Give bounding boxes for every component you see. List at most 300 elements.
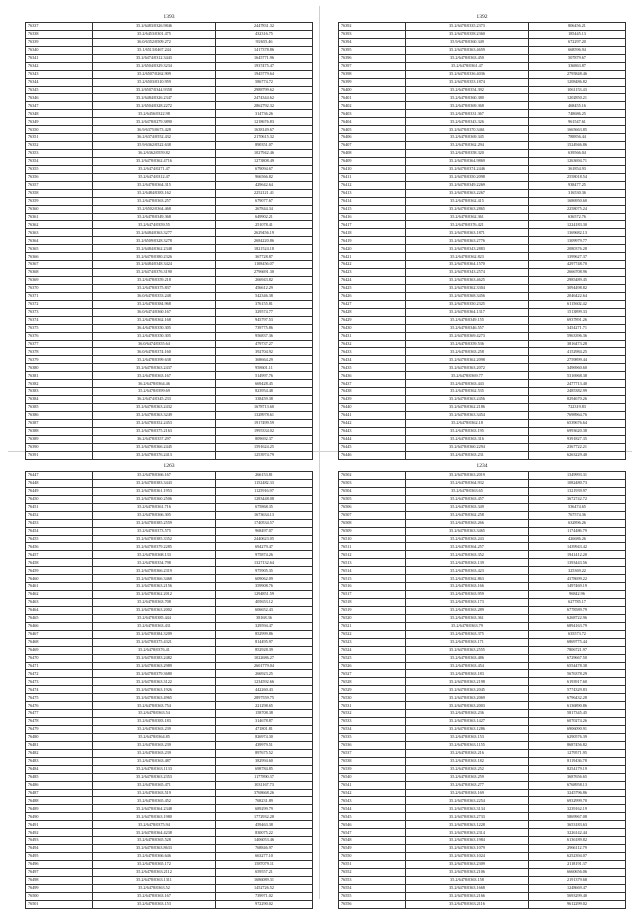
row-id-cell: 76416 <box>339 213 406 221</box>
row-value-cell: 826974.30 <box>216 733 313 741</box>
row-id-cell: 76466 <box>26 622 93 630</box>
row-code-cell: 35.2/6503/0310.959 <box>93 78 216 86</box>
row-id-cell: 76365 <box>26 245 93 253</box>
table-row <box>26 157 313 165</box>
table-row <box>339 221 626 229</box>
table-row <box>26 451 313 459</box>
row-value-cell: 2474344.62 <box>216 94 313 102</box>
row-code-cell: 35.2/6478/0375.837 <box>93 284 216 292</box>
row-code-cell: 35.2/6478/0363.54 <box>93 710 216 718</box>
table-row <box>26 837 313 845</box>
row-id-cell: 76395 <box>339 46 406 54</box>
row-code-cell: 35.2/6478/0385.444 <box>93 614 216 622</box>
table-row <box>339 253 626 261</box>
row-value-cell: 456612.29 <box>216 284 313 292</box>
row-value-cell: 5316968.38 <box>529 372 626 380</box>
table-row <box>339 150 626 158</box>
table-row <box>26 900 313 908</box>
table-row <box>339 308 626 316</box>
table-row <box>26 372 313 380</box>
row-id-cell: 76489 <box>26 805 93 813</box>
table-row <box>339 559 626 567</box>
row-id-cell: 76359 <box>26 197 93 205</box>
row-code-cell: 35.2/6478/0363.1155 <box>406 741 529 749</box>
row-id-cell: 76376 <box>26 332 93 340</box>
table-row <box>26 237 313 245</box>
row-id-cell: 76511 <box>339 543 406 551</box>
table-row <box>339 543 626 551</box>
table-row <box>339 670 626 678</box>
row-id-cell: 76444 <box>339 435 406 443</box>
table-row <box>339 404 626 412</box>
table-row <box>26 868 313 876</box>
row-value-cell: 1665663.85 <box>529 126 626 134</box>
row-value-cell: 2862792.32 <box>216 102 313 110</box>
table-row <box>339 733 626 741</box>
row-code-cell: 35.2/6478/0363.239 <box>93 726 216 734</box>
table-row <box>339 551 626 559</box>
row-id-cell: 76446 <box>339 451 406 459</box>
table-row <box>26 583 313 591</box>
row-code-cell: 35.2/6474/0312.47 <box>93 173 216 181</box>
table-row <box>339 845 626 853</box>
row-value-cell: 3094498.82 <box>529 284 626 292</box>
table-row <box>26 813 313 821</box>
table-row <box>339 364 626 372</box>
row-code-cell: 35.2/6478/0363.4659 <box>406 46 529 54</box>
row-value-cell: 325369.22 <box>529 567 626 575</box>
row-code-cell: 35.2/6478/0363.171 <box>406 638 529 646</box>
row-id-cell: 76407 <box>339 142 406 150</box>
block-title: 1393 <box>163 14 175 20</box>
table-row <box>26 23 313 31</box>
table-row <box>339 860 626 868</box>
row-code-cell: 35.2/6478/0363.2019 <box>406 472 529 480</box>
table-row <box>339 535 626 543</box>
row-id-cell: 76381 <box>26 372 93 380</box>
table-block-top-left <box>25 13 313 460</box>
table-row <box>26 173 313 181</box>
table-row <box>26 821 313 829</box>
table-row <box>26 511 313 519</box>
row-value-cell: 1399627.37 <box>529 253 626 261</box>
row-code-cell: 35.2/6478/0362.2098 <box>406 356 529 364</box>
row-id-cell: 76439 <box>339 396 406 404</box>
table-row <box>26 165 313 173</box>
row-value-cell: 2447831.32 <box>216 23 313 31</box>
row-code-cell: 35.2/6478/0376.41 <box>93 646 216 654</box>
row-code-cell: 35.2/6478/0363.236 <box>406 710 529 718</box>
row-value-cell: 958601.11 <box>216 364 313 372</box>
row-id-cell: 76535 <box>339 733 406 741</box>
table-row <box>339 332 626 340</box>
row-id-cell: 76462 <box>26 591 93 599</box>
row-value-cell: 788856.44 <box>529 134 626 142</box>
row-code-cell: 35.2/6478/0353.1874 <box>406 78 529 86</box>
table-row <box>26 829 313 837</box>
row-value-cell: 1513899.33 <box>529 308 626 316</box>
table-row <box>26 419 313 427</box>
row-value-cell: 382994.60 <box>216 757 313 765</box>
row-value-cell: 2601779.04 <box>216 662 313 670</box>
table-row <box>26 181 313 189</box>
row-code-cell: 35.2/6478/0363.183 <box>406 670 529 678</box>
row-code-cell: 35.2/6478/0363.277 <box>406 781 529 789</box>
row-value-cell: 739775.86 <box>216 324 313 332</box>
row-id-cell: 76423 <box>339 269 406 277</box>
row-value-cell: 6193917.60 <box>529 678 626 686</box>
data-table <box>25 471 313 909</box>
table-row <box>26 551 313 559</box>
row-id-cell: 76398 <box>339 70 406 78</box>
row-code-cell: 35.2/6478/0343.2883 <box>406 245 529 253</box>
row-value-cell: 8687456.82 <box>529 741 626 749</box>
row-id-cell: 76443 <box>339 427 406 435</box>
row-value-cell: 1328978.61 <box>216 411 313 419</box>
table-row <box>339 46 626 54</box>
row-value-cell: 6894163.79 <box>529 622 626 630</box>
row-code-cell: 35.2/6478/0362.361 <box>406 213 529 221</box>
row-code-cell: 35.2/6478/0363.139 <box>406 559 529 567</box>
table-row <box>26 30 313 38</box>
table-row <box>339 165 626 173</box>
row-id-cell: 76485 <box>26 773 93 781</box>
row-code-cell: 35.2/6484/0362.2348 <box>93 245 216 253</box>
row-id-cell: 76337 <box>26 23 93 31</box>
table-row <box>26 411 313 419</box>
row-value-cell: 314736.26 <box>216 110 313 118</box>
row-id-cell: 76467 <box>26 630 93 638</box>
row-code-cell: 35.2/6478/0363.2353 <box>93 773 216 781</box>
table-row <box>26 630 313 638</box>
row-id-cell: 76548 <box>339 837 406 845</box>
row-id-cell: 76404 <box>339 118 406 126</box>
row-code-cell: 35.2/6478/0350.2325 <box>406 300 529 308</box>
row-value-cell: 96842.96 <box>529 591 626 599</box>
row-id-cell: 76367 <box>26 261 93 269</box>
row-value-cell: 2367722.21 <box>529 443 626 451</box>
row-value-cell: 2558018.54 <box>529 173 626 181</box>
row-value-cell: 1279571.95 <box>529 749 626 757</box>
table-row <box>339 797 626 805</box>
row-id-cell: 76351 <box>26 134 93 142</box>
table-row <box>26 126 313 134</box>
row-code-cell: 35.2/6478/0363.2865 <box>406 205 529 213</box>
table-row <box>339 443 626 451</box>
row-code-cell: 35.2/6478/0363.231 <box>406 451 529 459</box>
row-code-cell: 35.1/6513/0467.244 <box>93 46 216 54</box>
table-row <box>26 245 313 253</box>
row-code-cell: 35.2/6478/0363.252 <box>406 765 529 773</box>
row-value-cell: 1202850.21 <box>529 94 626 102</box>
row-value-cell: 1945779.64 <box>216 70 313 78</box>
row-code-cell: 36.4/6478/0350.305 <box>93 324 216 332</box>
row-id-cell: 76390 <box>26 443 93 451</box>
table-row <box>26 229 313 237</box>
table-row <box>26 46 313 54</box>
row-code-cell: 35.2/6478/0363.2989 <box>93 662 216 670</box>
row-id-cell: 76388 <box>26 427 93 435</box>
row-id-cell: 76513 <box>339 559 406 567</box>
row-code-cell: 35.2/6453/0301.475 <box>93 30 216 38</box>
row-id-cell: 76517 <box>339 591 406 599</box>
table-row <box>339 876 626 884</box>
row-value-cell: 6796432.28 <box>529 694 626 702</box>
row-value-cell: 1208486.82 <box>529 78 626 86</box>
row-id-cell: 76514 <box>339 567 406 575</box>
table-row <box>26 678 313 686</box>
row-code-cell: 35.2/6478/0375.4321 <box>93 638 216 646</box>
row-id-cell: 76460 <box>26 575 93 583</box>
table-row <box>26 599 313 607</box>
row-value-cell: 2684220.86 <box>216 237 313 245</box>
row-code-cell: 35.2/6478/0364.1570 <box>406 261 529 269</box>
row-value-cell: 663277.10 <box>216 853 313 861</box>
row-id-cell: 76426 <box>339 292 406 300</box>
row-value-cell: 1686089.31 <box>216 876 313 884</box>
table-row <box>339 868 626 876</box>
row-value-cell: 1177890.37 <box>216 773 313 781</box>
row-code-cell: 36.0/6478/0353.248 <box>93 292 216 300</box>
row-code-cell: 35.2/6478/0363.487 <box>93 757 216 765</box>
row-code-cell: 35.2/6478/0363.3249 <box>93 411 216 419</box>
row-value-cell: 6268722.96 <box>529 614 626 622</box>
row-id-cell: 76352 <box>26 142 93 150</box>
row-value-cell: 158708.38 <box>216 710 313 718</box>
table-row <box>339 54 626 62</box>
row-code-cell: 35.2/6478/0349.155 <box>406 316 529 324</box>
row-code-cell: 35.2/6478/0363.2432 <box>93 404 216 412</box>
row-code-cell: 35.2/6478/0363.2112 <box>93 868 216 876</box>
table-row <box>339 396 626 404</box>
row-value-cell: 38168.36 <box>216 614 313 622</box>
table-row <box>26 559 313 567</box>
table-row <box>26 404 313 412</box>
row-code-cell: 35.2/6478/0366.3468 <box>93 575 216 583</box>
table-row <box>26 102 313 110</box>
row-code-cell: 35.2/6504/0328.2272 <box>93 102 216 110</box>
table-row <box>26 718 313 726</box>
table-row <box>339 622 626 630</box>
table-row <box>26 710 313 718</box>
row-id-cell: 76369 <box>26 277 93 285</box>
row-id-cell: 76343 <box>26 70 93 78</box>
table-row <box>339 380 626 388</box>
row-value-cell: 9391827.35 <box>529 435 626 443</box>
row-id-cell: 76541 <box>339 781 406 789</box>
row-id-cell: 76370 <box>26 284 93 292</box>
row-value-cell: 635573.72 <box>529 630 626 638</box>
row-value-cell: 6768958.13 <box>529 781 626 789</box>
row-code-cell: 35.2/6478/0365.172 <box>93 860 216 868</box>
row-id-cell: 76533 <box>339 718 406 726</box>
row-code-cell: 35.2/6478/0362.535 <box>406 388 529 396</box>
row-value-cell: 627785.17 <box>529 599 626 607</box>
row-id-cell: 76375 <box>26 324 93 332</box>
block-title: 1392 <box>476 14 488 20</box>
row-id-cell: 76506 <box>339 503 406 511</box>
table-row <box>339 229 626 237</box>
row-id-cell: 76515 <box>339 575 406 583</box>
row-value-cell: 1309979.77 <box>529 237 626 245</box>
row-id-cell: 76534 <box>339 726 406 734</box>
row-value-cell: 1439943.42 <box>529 543 626 551</box>
row-id-cell: 76445 <box>339 443 406 451</box>
row-id-cell: 76349 <box>26 118 93 126</box>
table-row <box>339 527 626 535</box>
row-code-cell: 35.2/6456/0322.98 <box>93 110 216 118</box>
row-value-cell: 1645771.96 <box>216 54 313 62</box>
row-value-cell: 852928.39 <box>216 646 313 654</box>
row-value-cell: 368664.29 <box>216 356 313 364</box>
table-row <box>339 654 626 662</box>
row-value-cell: 6869775.44 <box>529 638 626 646</box>
row-value-cell: 806456.21 <box>529 23 626 31</box>
table-row <box>339 646 626 654</box>
row-code-cell: 35.2/6478/0364.4238 <box>93 829 216 837</box>
row-value-cell: 6115602.42 <box>529 300 626 308</box>
table-row <box>26 356 313 364</box>
table-row <box>26 662 313 670</box>
row-code-cell: 35.2/6478/0363.182 <box>406 757 529 765</box>
table-row <box>339 583 626 591</box>
row-value-cell: 1152482.33 <box>216 479 313 487</box>
table-row <box>26 472 313 480</box>
table-row <box>339 821 626 829</box>
table-row <box>26 741 313 749</box>
table-row <box>339 630 626 638</box>
row-id-cell: 76405 <box>339 126 406 134</box>
row-value-cell: 6539676.64 <box>529 419 626 427</box>
row-code-cell: 36.2/6374/0552.432 <box>93 134 216 142</box>
table-row <box>26 300 313 308</box>
table-row <box>26 884 313 892</box>
table-row <box>339 495 626 503</box>
row-value-cell: 329574.77 <box>216 308 313 316</box>
table-row <box>339 284 626 292</box>
row-value-cell: 890351.07 <box>216 142 313 150</box>
row-value-cell: 694279.47 <box>216 543 313 551</box>
row-code-cell: 35.2/6478/0363.3454 <box>406 411 529 419</box>
row-id-cell: 76502 <box>339 472 406 480</box>
row-code-cell: 35.2/6478/0363.2002 <box>93 606 216 614</box>
row-value-cell: 1321939.97 <box>529 487 626 495</box>
row-code-cell: 35.2/6478/0362.2186 <box>406 404 529 412</box>
row-id-cell: 76346 <box>26 94 93 102</box>
row-id-cell: 76374 <box>26 316 93 324</box>
table-row <box>26 519 313 527</box>
row-code-cell: 35.2/6478/0363.2456 <box>406 396 529 404</box>
row-code-cell: 35.2/6478/0350.2098 <box>406 173 529 181</box>
table-row <box>339 102 626 110</box>
table-row <box>339 702 626 710</box>
row-code-cell: 35.2/6478/0363.454 <box>406 662 529 670</box>
row-value-cell: 2485382.99 <box>529 388 626 396</box>
row-code-cell: 35.2/6478/0363.2776 <box>406 237 529 245</box>
row-code-cell: 35.2/6478/0362.168 <box>93 316 216 324</box>
table-row <box>26 54 313 62</box>
table-row <box>26 567 313 575</box>
row-code-cell: 35.2/6478/0359.536 <box>406 340 529 348</box>
row-value-cell: 2759899.44 <box>529 356 626 364</box>
row-code-cell: 35.2/6478/0363.352 <box>406 551 529 559</box>
table-row <box>26 654 313 662</box>
table-row <box>26 773 313 781</box>
row-value-cell: 1941412.20 <box>529 551 626 559</box>
row-id-cell: 76553 <box>339 876 406 884</box>
row-id-cell: 76457 <box>26 551 93 559</box>
table-row <box>339 694 626 702</box>
row-code-cell: 35.2/6478/0363.2437 <box>93 364 216 372</box>
row-value-cell: 1673634.13 <box>216 511 313 519</box>
row-value-cell: 9612299.02 <box>529 900 626 908</box>
data-table <box>25 22 313 460</box>
table-row <box>26 110 313 118</box>
row-value-cell: 2477713.40 <box>529 380 626 388</box>
row-value-cell: 698784.85 <box>216 765 313 773</box>
row-code-cell: 35.2/6474/0376.3190 <box>93 269 216 277</box>
row-id-cell: 76429 <box>339 316 406 324</box>
row-value-cell: 649902.21 <box>216 213 313 221</box>
row-code-cell: 35.2/6478/0354.392 <box>406 86 529 94</box>
row-id-cell: 76509 <box>339 527 406 535</box>
row-value-cell: 830075.22 <box>216 829 313 837</box>
table-row <box>26 142 313 150</box>
row-id-cell: 76432 <box>339 340 406 348</box>
row-value-cell: 267844.34 <box>216 205 313 213</box>
row-value-cell: 897675.52 <box>216 749 313 757</box>
row-id-cell: 76371 <box>26 292 93 300</box>
row-value-cell: 768231.89 <box>216 797 313 805</box>
table-row <box>339 189 626 197</box>
table-row <box>339 472 626 480</box>
table-row <box>339 813 626 821</box>
row-code-cell: 35.2/6478/0360.2506 <box>93 495 216 503</box>
row-id-cell: 76453 <box>26 519 93 527</box>
row-value-cell: 6660656.06 <box>529 868 626 876</box>
row-id-cell: 76339 <box>26 38 93 46</box>
table-row <box>339 348 626 356</box>
row-id-cell: 76340 <box>26 46 93 54</box>
row-id-cell: 76402 <box>339 102 406 110</box>
row-value-cell: 1524946.86 <box>529 142 626 150</box>
row-id-cell: 76487 <box>26 789 93 797</box>
row-code-cell: 35.2/6484/0348.3424 <box>93 261 216 269</box>
row-id-cell: 76448 <box>26 479 93 487</box>
row-code-cell: 35.2/6478/0365.528 <box>93 837 216 845</box>
row-value-cell: 1772932.28 <box>216 813 313 821</box>
table-row <box>339 479 626 487</box>
table-row <box>26 892 313 900</box>
row-id-cell: 76345 <box>26 86 93 94</box>
table-row <box>26 150 313 158</box>
row-id-cell: 76403 <box>339 110 406 118</box>
table-row <box>339 614 626 622</box>
row-value-cell: 975905.35 <box>216 567 313 575</box>
row-code-cell: 35.2/6478/0363.2106 <box>406 868 529 876</box>
table-row <box>26 380 313 388</box>
row-value-cell: 1369682.13 <box>529 229 626 237</box>
row-code-cell: 35.2/6478/0364.9869 <box>406 157 529 165</box>
row-code-cell: 35.2/6478/0363.2072 <box>406 364 529 372</box>
row-code-cell: 35.2/6478/0359.218 <box>93 277 216 285</box>
row-code-cell: 35.2/6478/0366.2319 <box>93 567 216 575</box>
table-row <box>26 694 313 702</box>
data-table <box>338 22 626 460</box>
table-row <box>339 606 626 614</box>
table-row <box>26 261 313 269</box>
row-value-cell: 6252394.07 <box>529 853 626 861</box>
